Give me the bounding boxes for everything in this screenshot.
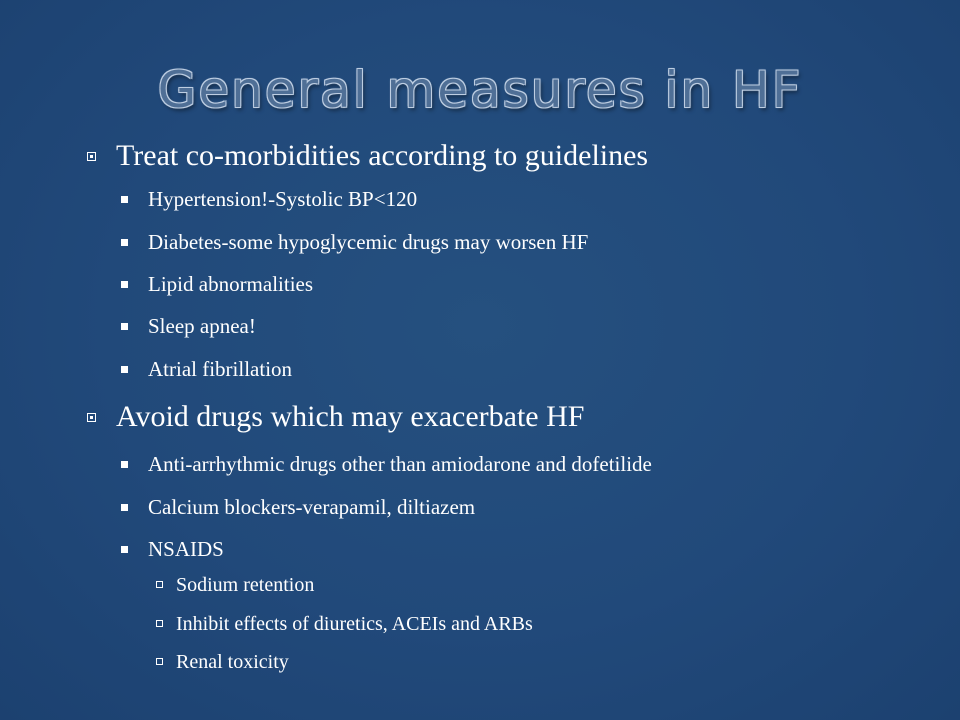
list-item: Sleep apnea! [148,314,256,338]
level2-bullet-icon [121,504,128,511]
sub-list-item: Renal toxicity [176,651,289,673]
level2-bullet-icon [121,546,128,553]
slide-title: General measures in HF [157,61,803,119]
list-item: Anti-arrhythmic drugs other than amiodarone and dofetilide [148,452,652,476]
level1-bullet-icon [87,152,96,161]
section-heading: Avoid drugs which may exacerbate HF [116,400,585,433]
level3-bullet-icon [156,658,163,665]
level2-bullet-icon [121,461,128,468]
list-item: Atrial fibrillation [148,357,293,381]
list-item: Diabetes-some hypoglycemic drugs may worsen HF [148,230,589,254]
level2-bullet-icon [121,281,128,288]
list-item: Lipid abnormalities [148,272,314,296]
level2-bullet-icon [121,239,128,246]
level2-bullet-icon [121,196,128,203]
section-heading: Treat co-morbidities according to guidelines [116,139,649,172]
level3-bullet-icon [156,581,163,588]
list-item: Calcium blockers-verapamil, diltiazem [148,495,476,519]
level2-bullet-icon [121,323,128,330]
level1-bullet-icon [87,413,96,422]
list-item: Hypertension!-Systolic BP<120 [148,187,418,211]
level3-bullet-icon [156,620,163,627]
level2-bullet-icon [121,366,128,373]
sub-list-item: Inhibit effects of diuretics, ACEIs and ARBs [176,613,533,635]
sub-list-item: Sodium retention [176,574,315,596]
list-item: NSAIDS [148,537,224,561]
